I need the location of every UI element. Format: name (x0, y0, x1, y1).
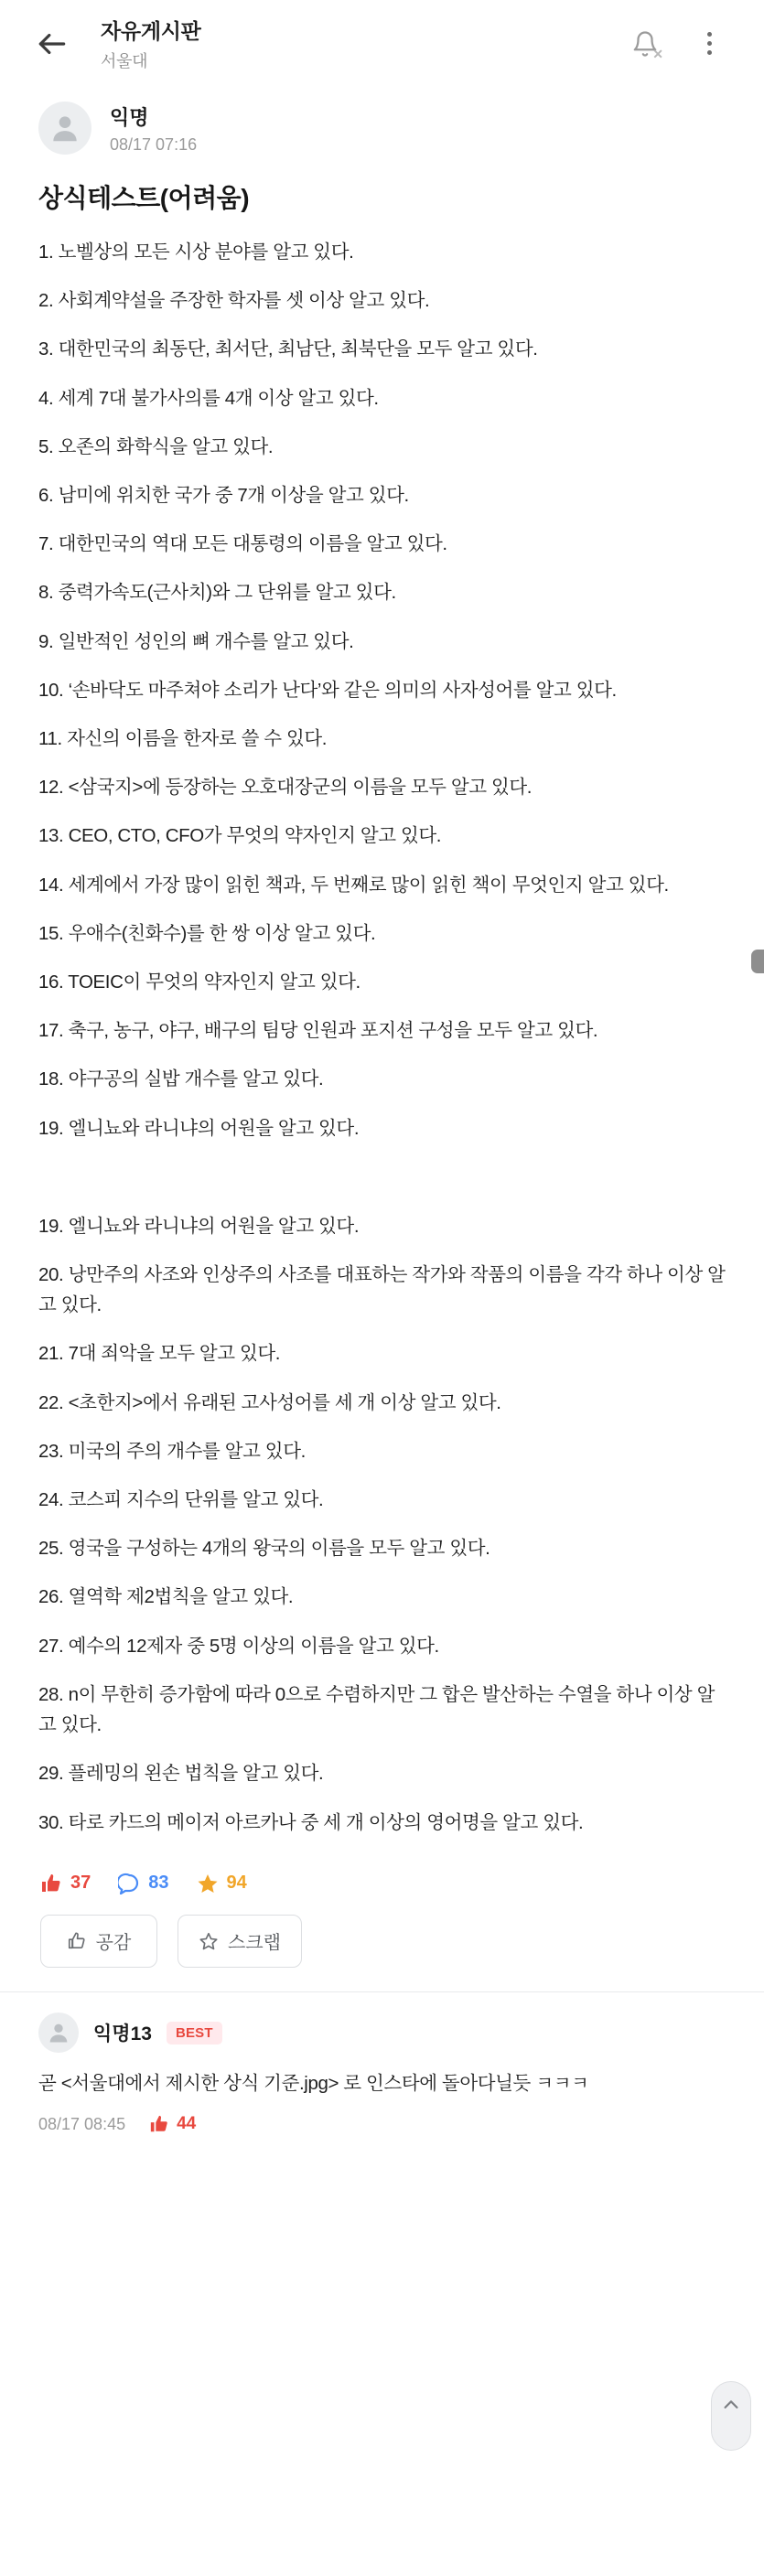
post-line: 30. 타로 카드의 메이저 아르카나 중 세 개 이상의 영어명을 알고 있다. (38, 1811, 584, 1833)
thumbs-up-outline-icon (67, 1931, 87, 1951)
post-line: 25. 영국을 구성하는 4개의 왕국의 이름을 모두 알고 있다. (38, 1538, 490, 1560)
post-line: 16. TOEIC이 무엇의 약자인지 알고 있다. (38, 971, 360, 993)
post-line: 1. 노벨상의 모든 시상 분야를 알고 있다. (38, 242, 354, 263)
user-icon (48, 111, 82, 145)
best-badge: BEST (167, 2022, 222, 2045)
notification-off-button[interactable] (625, 24, 665, 64)
reaction-counts (0, 1856, 764, 1894)
post-line: 15. 우애수(친화수)를 한 쌍 이상 알고 있다. (38, 922, 376, 944)
sympathy-button[interactable] (40, 1915, 157, 1968)
header-actions (625, 24, 737, 64)
scrap-count: 94 (226, 1873, 247, 1894)
post-line: 5. 오존의 화학식을 알고 있다. (38, 435, 274, 457)
scrap-label: 스크랩 (228, 1933, 281, 1954)
post-line: 3. 대한민국의 최동단, 최서단, 최남단, 최북단을 모두 알고 있다. (38, 338, 538, 360)
scrollbar-thumb[interactable] (751, 950, 764, 973)
post-line: 24. 코스피 지수의 단위를 알고 있다. (38, 1489, 324, 1511)
post-line: 22. <초한지>에서 유래된 고사성어를 세 개 이상 알고 있다. (38, 1391, 501, 1413)
author-name: 익명 (110, 105, 149, 129)
post-line: 8. 중력가속도(근사치)와 그 단위를 알고 있다. (38, 582, 396, 604)
back-button[interactable] (27, 19, 77, 69)
post-line: 13. CEO, CTO, CFO가 무엇의 약자인지 알고 있다. (38, 825, 442, 847)
comment-author: 익명13 (93, 2023, 152, 2045)
comment-avatar (38, 2012, 79, 2053)
app-header (0, 0, 764, 87)
post-line: 11. 자신의 이름을 한자로 쓸 수 있다. (38, 728, 328, 750)
post-line: 4. 세계 7대 불가사의를 4개 이상 알고 있다. (38, 387, 379, 409)
post-line: 26. 열역학 제2법칙을 알고 있다. (38, 1586, 294, 1608)
user-icon (46, 2020, 71, 2045)
scrap-button[interactable] (178, 1915, 302, 1968)
chevron-up-icon (721, 2395, 741, 2415)
post-line: 2. 사회계약설을 주장한 학자를 셋 이상 알고 있다. (38, 290, 430, 312)
comment-header (38, 2012, 726, 2053)
post-line: 6. 남미에 위치한 국가 중 7개 이상을 알고 있다. (38, 485, 409, 507)
arrow-left-icon (35, 27, 70, 61)
page-title: 자유게시판 (101, 19, 201, 43)
post-line: 28. n이 무한히 증가함에 따라 0으로 수렴하지만 그 합은 발산하는 수열을 하나 이상 알고 있다. (38, 1683, 716, 1736)
post-body (0, 155, 764, 1838)
comment-like-count: 44 (177, 2114, 197, 2133)
post-action-buttons (0, 1894, 764, 1991)
post-line: 12. <삼국지>에 등장하는 오호대장군의 이름을 모두 알고 있다. (38, 777, 533, 799)
thumbs-up-icon (149, 2114, 169, 2134)
sympathy-label: 공감 (95, 1933, 132, 1954)
like-count-group[interactable] (40, 1873, 91, 1894)
post-line: 17. 축구, 농구, 야구, 배구의 팀당 인원과 포지션 구성을 모두 알고 있다. (38, 1020, 598, 1042)
star-outline-icon (199, 1931, 219, 1951)
post-line: 10. ‘손바닥도 마주쳐야 소리가 난다’와 같은 의미의 사자성어를 알고 있다. (38, 679, 617, 701)
thumbs-up-icon (40, 1873, 62, 1894)
post-line: 14. 세계에서 가장 많이 읽힌 책과, 두 번째로 많이 읽힌 책이 무엇인지 알고 있다. (38, 874, 669, 896)
post-line: 21. 7대 죄악을 모두 알고 있다. (38, 1343, 281, 1365)
comment-count-group[interactable] (118, 1873, 168, 1894)
star-icon (197, 1873, 219, 1894)
post-line: 9. 일반적인 성인의 뼈 개수를 알고 있다. (38, 630, 354, 652)
post-line: 23. 미국의 주의 개수를 알고 있다. (38, 1440, 306, 1462)
post-line: 29. 플레밍의 왼손 법칙을 알고 있다. (38, 1763, 324, 1785)
bell-off-x-mark: ✕ (652, 46, 663, 61)
post-date: 08/17 07:16 (110, 134, 198, 154)
post-author-row (0, 87, 764, 155)
post-line: 19. 엘니뇨와 라니냐의 어원을 알고 있다. (38, 1215, 360, 1237)
page-subtitle: 서울대 (101, 52, 148, 70)
more-vertical-icon (707, 32, 712, 55)
post-title: 상식테스트(어려움) (38, 184, 250, 212)
author-meta (110, 102, 197, 155)
post-line: 7. 대한민국의 역대 모든 대통령의 이름을 알고 있다. (38, 533, 447, 555)
comment-footer (38, 2114, 726, 2134)
comment-icon (118, 1873, 140, 1894)
scroll-to-top-button[interactable] (711, 2381, 751, 2451)
comment-like-group[interactable] (149, 2114, 196, 2134)
screenshot-seam-gap (38, 1162, 726, 1211)
avatar (38, 102, 91, 155)
comment-count: 83 (148, 1873, 169, 1894)
post-line: 18. 야구공의 실밥 개수를 알고 있다. (38, 1068, 324, 1090)
comment-text: 곧 <서울대에서 제시한 상식 기준.jpg> 로 인스타에 돌아다닐듯 ㅋㅋㅋ (38, 2073, 589, 2095)
post-line: 19. 엘니뇨와 라니냐의 어원을 알고 있다. (38, 1117, 360, 1139)
more-options-button[interactable] (689, 24, 729, 64)
like-count: 37 (70, 1873, 91, 1894)
post-line: 27. 예수의 12제자 중 5명 이상의 이름을 알고 있다. (38, 1635, 439, 1657)
comment-item (0, 1992, 764, 2162)
scrap-count-group[interactable] (197, 1873, 247, 1894)
post-line: 20. 낭만주의 사조와 인상주의 사조를 대표하는 작가와 작품의 이름을 각각 하나 이상 알고 있다. (38, 1264, 726, 1316)
header-title-group (101, 15, 625, 72)
comment-date: 08/17 08:45 (38, 2114, 126, 2133)
